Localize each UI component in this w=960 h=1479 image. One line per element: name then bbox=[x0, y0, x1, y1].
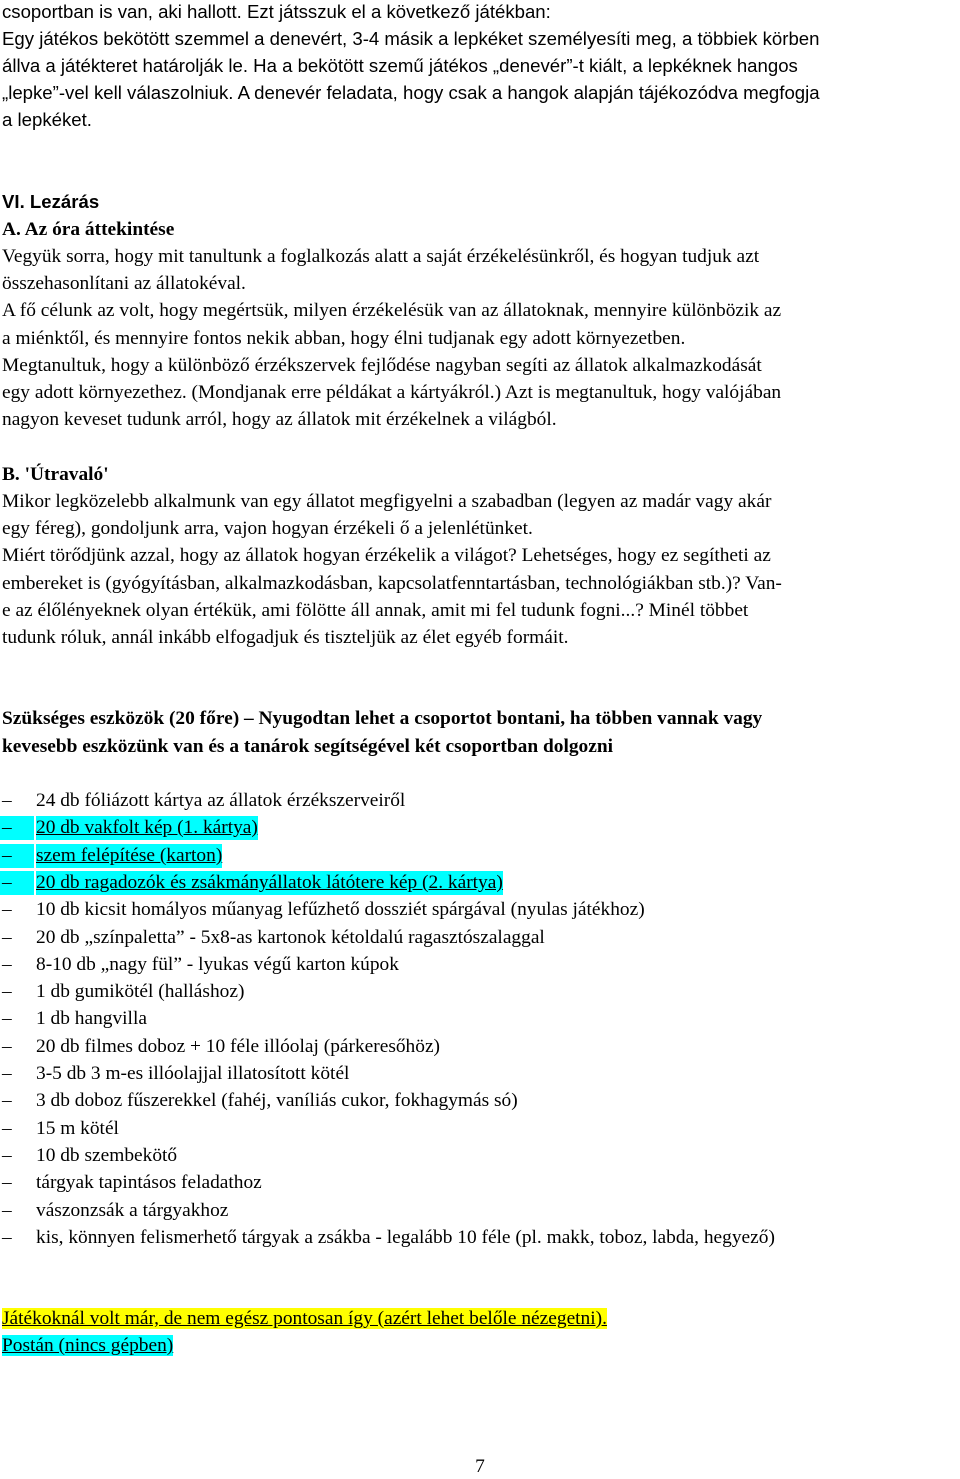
intro-line-3: állva a játékteret határolják le. Ha a bekötött szemű játékos „denevér”-t kiált, a lepkéknek hangos bbox=[2, 55, 798, 76]
list-item-text: 20 db vakfolt kép (1. kártya) bbox=[36, 817, 258, 838]
bullet-dash: – bbox=[2, 1200, 12, 1221]
bullet-dash: – bbox=[2, 899, 12, 920]
list-item-text: 1 db hangvilla bbox=[36, 1008, 147, 1029]
bullet-dash: – bbox=[0, 871, 34, 895]
highlighted-text: Postán (nincs gépben) bbox=[2, 1335, 174, 1356]
bullet-dash: – bbox=[2, 1145, 12, 1166]
bullet-dash: – bbox=[2, 927, 12, 948]
note-cyan bbox=[2, 1334, 173, 1358]
list-item-text: 3 db doboz fűszerekkel (fahéj, vaníliás cukor, fokhagymás só) bbox=[36, 1090, 518, 1111]
section-heading-lezaras: VI. Lezárás bbox=[2, 191, 100, 212]
paragraph-line: egy féreg), gondoljunk arra, vajon hogyan érzékeli ő a jelenlétünket. bbox=[2, 518, 533, 539]
paragraph-line: a miénktől, és mennyire fontos nekik abban, hogy élni tudjanak egy adott környezetben. bbox=[2, 328, 686, 349]
intro-line-5: a lepkéket. bbox=[2, 109, 92, 130]
bullet-dash: – bbox=[2, 981, 12, 1002]
bullet-dash: – bbox=[2, 1063, 12, 1084]
highlighted-text: Játékoknál volt már, de nem egész pontosan így (azért lehet belőle nézegetni). bbox=[2, 1308, 607, 1329]
tools-heading-line-1: Szükséges eszközök (20 főre) – Nyugodtan lehet a csoportot bontani, ha többen vannak vagy bbox=[2, 708, 763, 729]
list-item-text: 20 db ragadozók és zsákmányállatok látótere kép (2. kártya) bbox=[36, 872, 503, 893]
list-item-text: 1 db gumikötél (halláshoz) bbox=[36, 981, 245, 1002]
list-item-text: 10 db szembekötő bbox=[36, 1145, 178, 1166]
paragraph-line: Megtanultuk, hogy a különböző érzékszervek fejlődése nagyban segíti az állatok alkalmazkodását bbox=[2, 355, 762, 376]
paragraph-line: egy adott környezethez. (Mondjanak erre példákat a kártyákról.) Azt is megtanultuk, hogy valójában bbox=[2, 382, 782, 403]
bullet-dash: – bbox=[2, 1118, 12, 1139]
list-item-text: tárgyak tapintásos feladathoz bbox=[36, 1172, 262, 1193]
bullet-dash: – bbox=[2, 1227, 12, 1248]
paragraph-line: e az élőlényeknek olyan értékük, ami fölötte áll annak, amit mi fel tudunk fogni...? Minél többet bbox=[2, 600, 749, 621]
bullet-dash: – bbox=[2, 1036, 12, 1057]
paragraph-line: összehasonlítani az állatokéval. bbox=[2, 273, 246, 294]
note-yellow bbox=[2, 1307, 607, 1331]
list-item-text: vászonzsák a tárgyakhoz bbox=[36, 1200, 229, 1221]
bullet-dash: – bbox=[2, 1008, 12, 1029]
subheading-ora-attekintese: A. Az óra áttekintése bbox=[2, 219, 175, 240]
list-item-text: 20 db filmes doboz + 10 féle illóolaj (párkeresőhöz) bbox=[36, 1036, 441, 1057]
tools-heading-line-2: kevesebb eszközünk van és a tanárok segítségével két csoportban dolgozni bbox=[2, 736, 614, 757]
list-item-text: kis, könnyen felismerhető tárgyak a zsákba - legalább 10 féle (pl. makk, toboz, labda, hegyező) bbox=[36, 1227, 775, 1248]
list-item-text: szem felépítése (karton) bbox=[36, 845, 223, 866]
list-item-text: 24 db fóliázott kártya az állatok érzékszerveiről bbox=[36, 790, 406, 811]
bullet-dash: – bbox=[0, 816, 34, 840]
bullet-dash: – bbox=[2, 954, 12, 975]
bullet-dash: – bbox=[0, 844, 34, 868]
paragraph-line: tudunk róluk, annál inkább elfogadjuk és tiszteljük az élet egyéb formáit. bbox=[2, 627, 569, 648]
intro-line-1: csoportban is van, aki hallott. Ezt játsszuk el a következő játékban: bbox=[2, 1, 551, 22]
subheading-utravalo: B. 'Útravaló' bbox=[2, 464, 109, 485]
paragraph-line: Miért törődjünk azzal, hogy az állatok hogyan érzékelik a világot? Lehetséges, hogy ez segítheti az bbox=[2, 545, 771, 566]
intro-line-2: Egy játékos bekötött szemmel a denevért, 3-4 másik a lepkéket személyesíti meg, a többiek körben bbox=[2, 28, 820, 49]
paragraph-line: A fő célunk az volt, hogy megértsük, milyen érzékelésük van az állatoknak, mennyire különbözik az bbox=[2, 300, 782, 321]
paragraph-line: Vegyük sorra, hogy mit tanultunk a foglalkozás alatt a saját érzékelésünkről, és hogyan tudjuk azt bbox=[2, 246, 760, 267]
bullet-dash: – bbox=[2, 1172, 12, 1193]
list-item-text: 3-5 db 3 m-es illóolajjal illatosított kötél bbox=[36, 1063, 350, 1084]
bullet-dash: – bbox=[2, 1090, 12, 1111]
list-item-text: 15 m kötél bbox=[36, 1118, 119, 1139]
paragraph-line: Mikor legközelebb alkalmunk van egy állatot megfigyelni a szabadban (legyen az madár vagy akár bbox=[2, 491, 772, 512]
list-item-text: 10 db kicsit homályos műanyag lefűzhető dossziét spárgával (nyulas játékhoz) bbox=[36, 899, 645, 920]
bullet-dash: – bbox=[2, 790, 12, 811]
list-item-text: 20 db „színpaletta” - 5x8-as kartonok kétoldalú ragasztószalaggal bbox=[36, 927, 545, 948]
page-number: 7 bbox=[475, 1456, 485, 1477]
paragraph-line: nagyon keveset tudunk arról, hogy az állatok mit érzékelnek a világból. bbox=[2, 409, 557, 430]
intro-line-4: „lepke”-vel kell válaszolniuk. A denevér feladata, hogy csak a hangok alapján tájékozódva megfogja bbox=[2, 82, 820, 103]
paragraph-line: embereket is (gyógyításban, alkalmazkodásban, kapcsolatfenntartásban, technológiákban stb.)? Van- bbox=[2, 573, 782, 594]
list-item-text: 8-10 db „nagy fül” - lyukas végű karton kúpok bbox=[36, 954, 399, 975]
